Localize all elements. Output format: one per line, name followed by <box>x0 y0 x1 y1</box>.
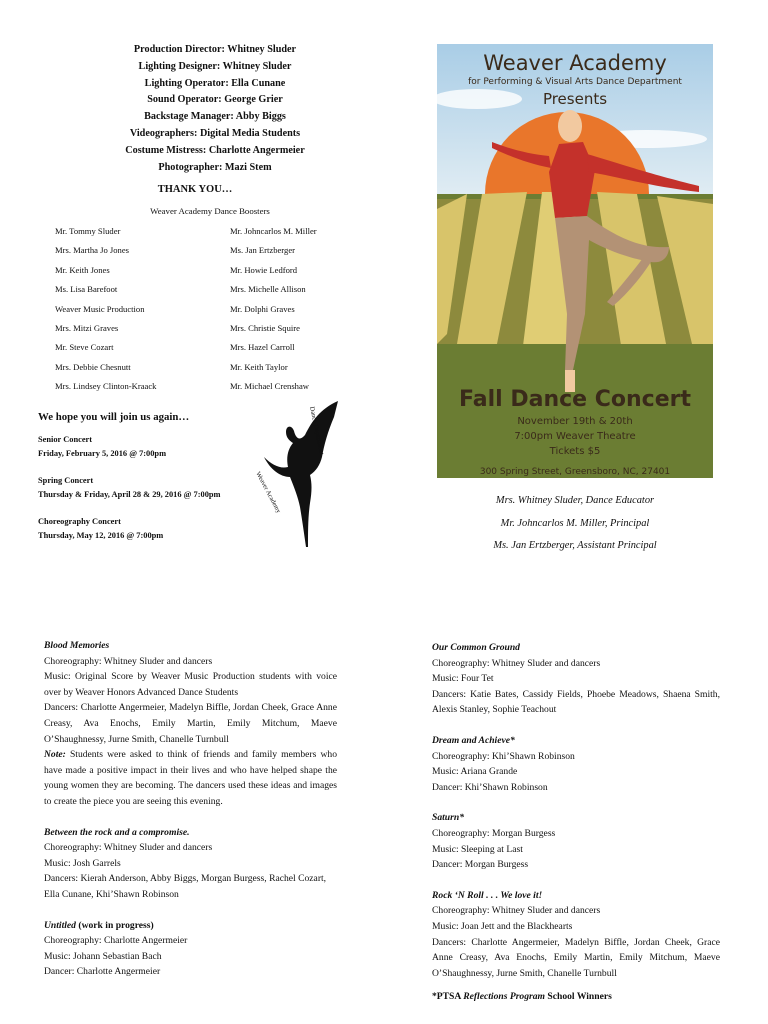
piece-choreography: Choreography: Whitney Sluder and dancers <box>44 842 213 854</box>
piece-title <box>44 918 337 934</box>
dance-department-logo <box>250 395 345 555</box>
piece-music: Music: Ariana Grande <box>432 766 518 778</box>
note-label: Note: <box>44 749 66 761</box>
patron-name: Mr. Dolphi Graves <box>230 303 295 314</box>
dancer-silhouette-icon <box>250 395 345 555</box>
concert-name: Spring Concert <box>38 476 94 485</box>
patron-name: Mrs. Lindsey Clinton-Kraack <box>55 381 157 392</box>
piece-title: Rock ‘N Roll . . . We love it! <box>432 889 543 901</box>
concert-poster <box>437 44 713 478</box>
piece-music: Music: Four Tet <box>432 673 494 685</box>
staff-list <box>437 490 713 558</box>
patron-name: Mrs. Martha Jo Jones <box>55 245 129 256</box>
piece-title: Blood Memories <box>44 640 110 651</box>
piece-choreography: Choreography: Whitney Sluder and dancers <box>432 905 601 917</box>
concert-date: Thursday, May 12, 2016 @ 7:00pm <box>38 530 164 540</box>
poster-artwork <box>437 44 713 478</box>
concert-date: Friday, February 5, 2016 @ 7:00pm <box>38 448 167 458</box>
patrons-right-column <box>230 225 317 400</box>
credit-line: Lighting Designer: Whitney Sluder <box>138 60 292 72</box>
patron-name: Mr. Keith Jones <box>55 264 110 275</box>
credit-line: Production Director: Whitney Sluder <box>133 44 297 55</box>
patron-name: Mr. Steve Cozart <box>55 342 114 353</box>
patron-name: Weaver Music Production <box>55 303 145 314</box>
logo-text: Dance Department <box>308 405 326 456</box>
poster-subtitle: for Performing & Visual Arts Dance Department <box>468 77 682 87</box>
patron-name: Mr. Keith Taylor <box>230 361 288 372</box>
piece-title-suffix: (work in progress) <box>75 919 154 931</box>
piece-title: Dream and Achieve* <box>432 734 515 746</box>
piece-dancers: Dancers: Katie Bates, Cassidy Fields, Phoebe Meadows, Shaena Smith, Alexis Stanley, Sophie Teachout <box>432 688 720 716</box>
credit-line: Videographers: Digital Media Students <box>129 127 301 139</box>
patron-name: Ms. Jan Ertzberger <box>230 245 295 256</box>
piece-choreography: Choreography: Charlotte Angermeier <box>44 935 188 947</box>
piece-music: Music: Original Score by Weaver Music Production students with voice over by Weaver Honors Advanced Dance Students <box>44 671 337 698</box>
poster-address: 300 Spring Street, Greensboro, NC, 27401 <box>479 467 671 477</box>
logo-text: Weaver Academy <box>254 470 282 515</box>
program-right-column <box>432 640 720 1005</box>
credit-line: Sound Operator: George Grier <box>147 94 283 106</box>
concert-name: Choreography Concert <box>38 517 121 526</box>
hope-heading: We hope you will join us again… <box>38 411 190 423</box>
poster-tickets: Tickets $5 <box>549 446 601 457</box>
credit-line: Photographer: Mazi Stem <box>158 161 272 173</box>
piece-note <box>44 747 337 809</box>
piece-title: Saturn* <box>432 812 464 824</box>
note-text: Students were asked to think of friends and family members who have made a positive impact in their lives and who have helped shape the young women they are becoming. The dancers used these ideas and images to create the piece you are seeing this evening. <box>44 749 337 807</box>
patron-name: Mr. Michael Crenshaw <box>230 381 309 392</box>
piece-title: Our Common Ground <box>432 642 520 653</box>
piece-choreography: Choreography: Whitney Sluder and dancers <box>44 655 213 667</box>
poster-event: Fall Dance Concert <box>459 387 691 412</box>
patron-name: Mrs. Mitzi Graves <box>55 322 119 333</box>
concert-name: Senior Concert <box>38 435 93 444</box>
patron-name: Mrs. Hazel Carroll <box>230 342 295 353</box>
poster-presents: Presents <box>542 90 608 108</box>
staff-line: Mrs. Whitney Sluder, Dance Educator <box>495 495 655 506</box>
piece-music: Music: Johann Sebastian Bach <box>44 950 162 962</box>
concert-date: Thursday & Friday, April 28 & 29, 2016 @ 7:00pm <box>38 489 221 499</box>
piece-title-main: Untitled <box>44 919 76 931</box>
patron-name: Mrs. Christie Squire <box>230 322 300 333</box>
piece-choreography: Choreography: Khi’Shawn Robinson <box>432 750 575 762</box>
poster-dates: November 19th & 20th <box>517 416 633 427</box>
staff-line: Ms. Jan Ertzberger, Assistant Principal <box>493 540 657 551</box>
piece-title: Between the rock and a compromise. <box>44 826 190 838</box>
piece-choreography: Choreography: Whitney Sluder and dancers <box>432 657 601 669</box>
piece-dancers: Dancers: Charlotte Angermeier, Madelyn Biffle, Jordan Cheek, Grace Anne Creasy, Ava Enochs, Emily Martin, Emily Mitchum, Maeve O’Shaughnessy, Jurne Smith, Chanelle Turnbull <box>44 702 337 745</box>
patron-name: Ms. Lisa Barefoot <box>55 284 118 295</box>
footnote-program: Reflections Program <box>463 991 546 1003</box>
credit-line: Lighting Operator: Ella Cunane <box>144 77 286 89</box>
piece-music: Music: Joan Jett and the Blackhearts <box>432 920 573 932</box>
patron-name: Mr. Howie Ledford <box>230 264 298 275</box>
piece-dancers: Dancer: Morgan Burgess <box>432 859 529 871</box>
reflections-footnote <box>432 989 720 1005</box>
patron-name: Mr. Tommy Sluder <box>55 226 121 236</box>
thank-you-heading: THANK YOU… <box>157 184 233 195</box>
credit-line: Backstage Manager: Abby Biggs <box>144 111 286 123</box>
program-left-column <box>44 638 337 980</box>
upcoming-concert <box>38 474 221 501</box>
patron-name: Mrs. Michelle Allison <box>230 284 306 295</box>
patron-name: Mr. Johncarlos M. Miller <box>230 226 317 236</box>
poster-title: Weaver Academy <box>483 51 667 75</box>
production-credits <box>30 42 400 176</box>
piece-dancers: Dancer: Khi’Shawn Robinson <box>432 781 548 793</box>
piece-dancers: Dancer: Charlotte Angermeier <box>44 966 161 978</box>
piece-music: Music: Sleeping at Last <box>432 843 523 855</box>
piece-dancers: Dancers: Kierah Anderson, Abby Biggs, Morgan Burgess, Rachel Cozart, Ella Cunane, Khi’Shawn Robinson <box>44 873 327 900</box>
piece-dancers: Dancers: Charlotte Angermeier, Madelyn Biffle, Jordan Cheek, Grace Anne Creasy, Ava Enochs, Emily Martin, Emily Mitchum, Maeve O’Shaughnessy, Jurne Smith, Chanelle Turnbull <box>432 936 720 979</box>
upcoming-concert <box>38 433 166 460</box>
credit-line: Costume Mistress: Charlotte Angermeier <box>125 144 305 156</box>
piece-music: Music: Josh Garrels <box>44 857 121 869</box>
footnote-rest: School Winners <box>545 991 612 1003</box>
patron-name: Mrs. Debbie Chesnutt <box>55 361 131 372</box>
patrons-left-column <box>55 225 156 400</box>
upcoming-concert <box>38 515 163 542</box>
staff-line: Mr. Johncarlos M. Miller, Principal <box>500 517 650 529</box>
footnote-star: *PTSA <box>432 991 464 1003</box>
piece-choreography: Choreography: Morgan Burgess <box>432 827 556 839</box>
boosters-heading: Weaver Academy Dance Boosters <box>150 206 270 216</box>
poster-time-place: 7:00pm Weaver Theatre <box>514 431 636 442</box>
